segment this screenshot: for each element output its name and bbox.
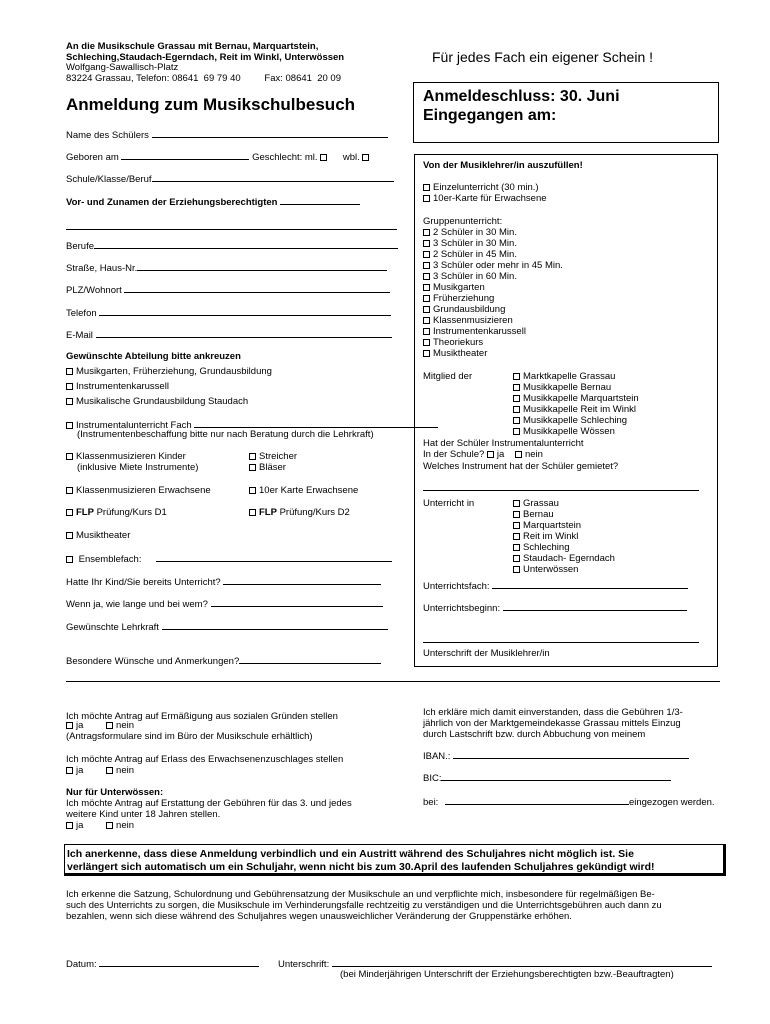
option-flp-d2[interactable]: FLP Prüfung/Kurs D2 [249,507,350,518]
school-instrument-question: Hat der Schüler Instrumentalunterricht [423,438,584,449]
department-heading: Gewünschte Abteilung bitte ankreuzen [66,351,241,362]
special-wishes-field[interactable]: Besondere Wünsche und Anmerkungen? [66,654,381,667]
reduction-yes-no[interactable]: ja nein [66,720,134,731]
unterwoessen-line1: Ich möchte Antrag auf Erstattung der Gebühren für das 3. und jedes [66,798,352,809]
option-strings[interactable]: Streicher [249,451,297,462]
start-date-field[interactable]: Unterrichtsbeginn: [423,601,687,614]
school-instrument-answer[interactable]: In der Schule? ja nein [423,449,543,460]
group-lesson-heading: Gruppenunterricht: [423,216,503,227]
group-option[interactable]: 2 Schüler in 30 Min. [423,227,517,238]
group-option[interactable]: Musikgarten [423,282,485,293]
location-option[interactable]: Reit im Winkl [513,531,578,542]
city-field[interactable]: PLZ/Wohnort [66,283,390,296]
group-option[interactable]: Instrumentenkarussell [423,326,526,337]
band-option[interactable]: Musikkapelle Schleching [513,415,627,426]
terms-line3: bezahlen, wenn sich diese während des Schuljahres wegen unausweichlicher Veränderung der Gruppenstärke erhöhen. [66,911,572,922]
guardian-name-line2[interactable] [66,229,397,230]
deadline-label: Anmeldeschluss: 30. Juni [423,88,620,105]
rented-instrument-line[interactable] [423,490,699,491]
band-option[interactable]: Marktkapelle Grassau [513,371,615,382]
signature-field[interactable]: Unterschrift: [278,957,712,970]
band-option[interactable]: Musikkapelle Marquartstein [513,393,639,404]
group-option[interactable]: 3 Schüler in 60 Min. [423,271,517,282]
male-checkbox[interactable] [320,154,327,161]
notice-line2: verlängert sich automatisch um ein Schuljahr, wenn nicht bis zum 30.April des laufenden Schuljahres gekündigt wird! [67,861,655,873]
group-option[interactable]: 2 Schüler in 45 Min. [423,249,517,260]
subject-field[interactable]: Unterrichtsfach: [423,579,688,592]
group-option[interactable]: Theoriekurs [423,337,483,348]
dept-option-instrument[interactable]: Instrumentalunterricht Fach [66,418,438,431]
prior-teacher-field[interactable]: Wenn ja, wie lange und bei wem? [66,597,383,610]
adult-surcharge-request: Ich möchte Antrag auf Erlass des Erwachsenenzuschlages stellen [66,754,344,765]
group-option[interactable]: Klassenmusizieren [423,315,513,326]
option-ensemble[interactable]: Ensemblefach: [66,552,392,565]
unterwoessen-heading: Nur für Unterwössen: [66,787,164,798]
teacher-signature-label: Unterschrift der Musiklehrer/in [423,648,550,659]
school-phone-fax: 83224 Grassau, Telefon: 08641 69 79 40 Fax: 08641 20 09 [66,73,341,84]
option-flp-d1[interactable]: FLP Prüfung/Kurs D1 [66,507,167,518]
band-option[interactable]: Musikkapelle Reit im Winkl [513,404,636,415]
slogan: Für jedes Fach ein eigener Schein ! [432,49,654,65]
job-field[interactable]: Berufe [66,239,398,252]
band-option[interactable]: Musikkapelle Wössen [513,426,615,437]
rented-instrument-question: Welches Instrument hat der Schüler gemietet? [423,461,619,472]
notice-line1: Ich anerkenne, dass diese Anmeldung verbindlich und ein Austritt während des Schuljahres nicht möglich ist. Sie [67,848,634,860]
group-option[interactable]: 3 Schüler oder mehr in 45 Min. [423,260,563,271]
birthdate-field[interactable]: Geboren am Geschlecht: ml. wbl. [66,150,372,163]
bic-field[interactable]: BIC: [423,771,671,784]
class-kids-note: (inklusive Miete Instrumente) [77,462,199,473]
prior-lessons-field[interactable]: Hatte Ihr Kind/Sie bereits Unterricht? [66,575,381,588]
section-divider [66,681,720,682]
phone-field[interactable]: Telefon [66,306,391,319]
guardian-name-field[interactable]: Vor- und Zunamen der Erziehungsberechtigten [66,195,360,208]
dept-option-class-adults[interactable]: Klassenmusizieren Erwachsene [66,485,211,496]
dept-option-staudach[interactable]: Musikalische Grundausbildung Staudach [66,396,248,407]
terms-line1: Ich erkenne die Satzung, Schulordnung und Gebührensatzung der Musikschule an und verpflichte mich, insbesondere für regelmäßigen Be- [66,889,655,900]
signature-note: (bei Minderjährigen Unterschrift der Erziehungsberechtigten bzw.-Beauftragten) [340,969,674,980]
terms-line2: such des Unterrichts zu sorgen, die Musikschule im Verhinderungsfalle rechtzeitig zu verständigen und die Unterrichtsgebühren auch dann zu [66,900,662,911]
option-winds[interactable]: Bläser [249,462,286,473]
street-field[interactable]: Straße, Haus-Nr. [66,261,387,274]
debit-line1: Ich erkläre mich damit einverstanden, dass die Gebühren 1/3- [423,707,683,718]
location-option[interactable]: Bernau [513,509,554,520]
binding-notice-box [64,844,726,876]
group-option[interactable]: Grundausbildung [423,304,505,315]
lessons-in-label: Unterricht in [423,498,475,509]
unterwoessen-line2: weitere Kind unter 18 Jahren stellen. [66,809,221,820]
reduction-request: Ich möchte Antrag auf Ermäßigung aus sozialen Gründen stellen [66,711,338,722]
dept-option-class-kids[interactable]: Klassenmusizieren Kinder [66,451,186,462]
instrument-note: (Instrumentenbeschaffung bitte nur nach Beratung durch die Lehrkraft) [77,429,374,440]
debit-line3: durch Lastschrift bzw. durch Abbuchung von meinem [423,729,646,740]
date-field[interactable]: Datum: [66,957,259,970]
female-checkbox[interactable] [362,154,369,161]
deadline-box [413,82,719,143]
school-class-field[interactable]: Schule/Klasse/Beruf [66,172,394,185]
dept-option-musikgarten[interactable]: Musikgarten, Früherziehung, Grundausbildung [66,366,272,377]
school-street: Wolfgang-Sawallisch-Platz [66,62,179,73]
received-label: Eingegangen am: [423,107,557,124]
page-title: Anmeldung zum Musikschulbesuch [66,95,356,114]
reduction-note: (Antragsformulare sind im Büro der Musikschule erhältlich) [66,731,313,742]
option-musiktheater[interactable]: Musiktheater [66,530,130,541]
dept-option-karussell[interactable]: Instrumentenkarussell [66,381,169,392]
location-option[interactable]: Staudach- Egerndach [513,553,615,564]
student-name-field[interactable]: Name des Schülers [66,128,388,141]
group-option[interactable]: Musiktheater [423,348,487,359]
school-address-line2: Schleching,Staudach-Egerndach, Reit im Winkl, Unterwössen [66,52,345,63]
opt-single-lesson[interactable]: Einzelunterricht (30 min.) [423,182,539,193]
member-label: Mitglied der [423,371,473,382]
school-address-line1: An die Musikschule Grassau mit Bernau, Marquartstein, [66,41,319,52]
bank-field[interactable]: bei: eingezogen werden. [423,797,715,808]
adult-yes-no[interactable]: ja nein [66,765,134,776]
location-option[interactable]: Schleching [513,542,569,553]
email-field[interactable]: E-Mail [66,328,392,341]
group-option[interactable]: Früherziehung [423,293,494,304]
teacher-signature-line[interactable] [423,642,699,643]
desired-teacher-field[interactable]: Gewünschte Lehrkraft [66,620,388,633]
location-option[interactable]: Unterwössen [513,564,578,575]
group-option[interactable]: 3 Schüler in 30 Min. [423,238,517,249]
band-option[interactable]: Musikkapelle Bernau [513,382,611,393]
location-option[interactable]: Grassau [513,498,559,509]
unterwoessen-yes-no[interactable]: ja nein [66,820,134,831]
debit-line2: jährlich von der Marktgemeindekasse Grassau mittels Einzug [423,718,681,729]
iban-field[interactable]: IBAN.: [423,749,689,762]
opt-10-card[interactable]: 10er-Karte für Erwachsene [423,193,547,204]
option-10-card-adults[interactable]: 10er Karte Erwachsene [249,485,358,496]
teacher-section-title: Von der Musiklehrer/in auszufüllen! [423,160,583,171]
location-option[interactable]: Marquartstein [513,520,581,531]
